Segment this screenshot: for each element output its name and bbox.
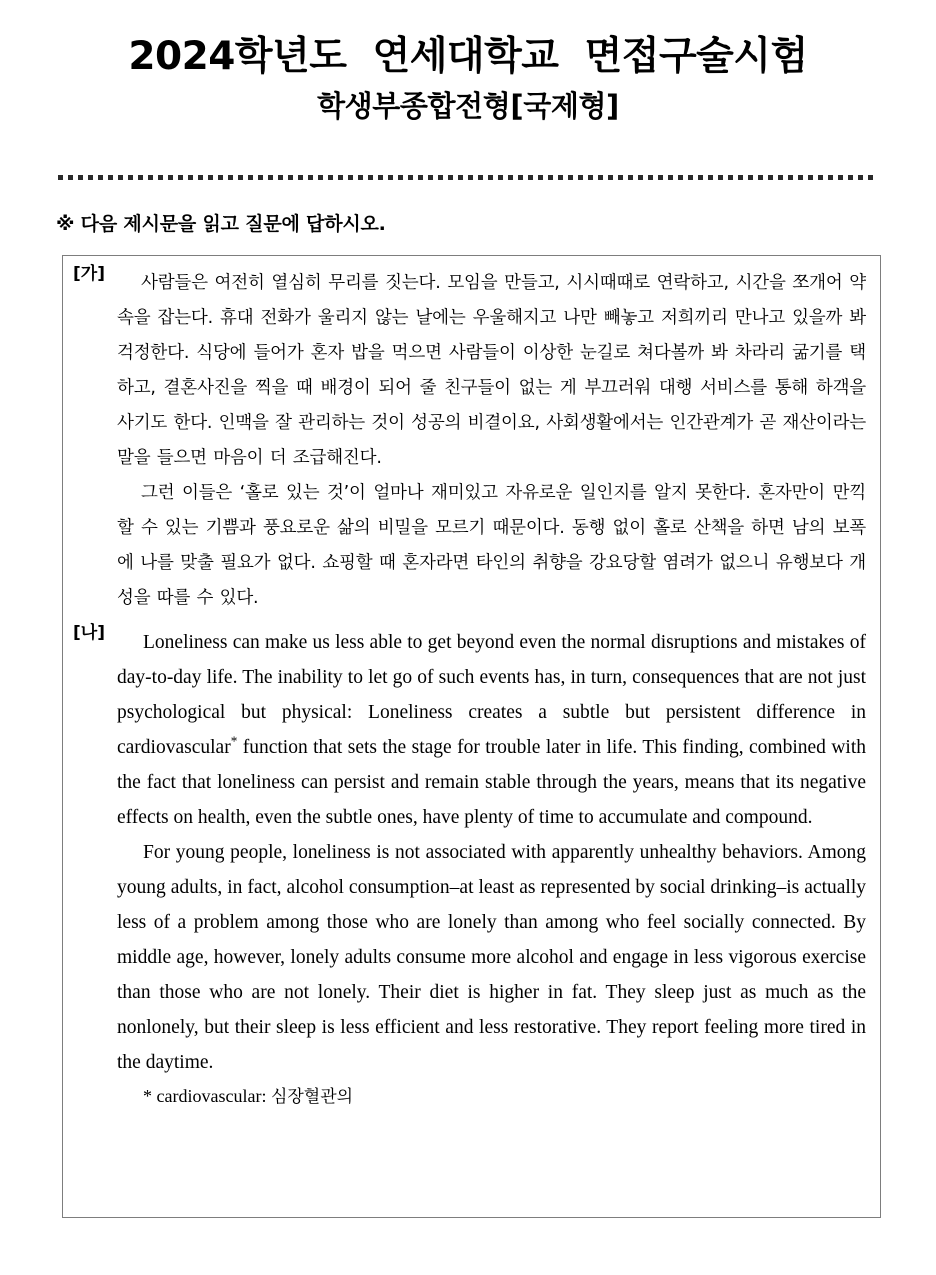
footnote-term: * cardiovascular: (143, 1086, 271, 1106)
dotted-divider (58, 175, 878, 180)
footnote-gloss: 심장혈관의 (270, 1087, 354, 1107)
passage-na (73, 625, 866, 1113)
footnote (117, 1080, 866, 1113)
passage-ga (73, 266, 866, 616)
passage-label-ga: [가] (73, 264, 105, 284)
passage-box (62, 255, 881, 1218)
page-title: 2024학년도 연세대학교 면접구술시험 (128, 34, 808, 79)
passage-body-ga (117, 266, 866, 616)
page-subtitle: 학생부종합전형[국제형] (317, 89, 619, 124)
passage-label-na: [나] (73, 623, 105, 643)
passage-na-paragraph-1: Loneliness can make us less able to get beyond even the normal disruptions and mistakes of day-to-day life. The inability to let go of such events has, in turn, consequences that are not just psychological but physical: Loneliness creates a subtle but persistent difference in cardiovascular* function that sets the stage for trouble later in life. This finding, combined with the fact that loneliness can persist and remain stable through the years, means that its negative effects on health, even the subtle ones, have plenty of time to accumulate and compound. (117, 632, 866, 828)
passage-ga-paragraph-2: 그런 이들은 ‘홀로 있는 것’이 얼마나 재미있고 자유로운 일인지를 알지 못한다. 혼자만이 만끽할 수 있는 기쁨과 풍요로운 삶의 비밀을 모르기 때문이다. 동행 없이 홀로 산책을 하면 남의 보폭에 나를 맞출 필요가 없다. 쇼핑할 때 혼자라면 타인의 취향을 강요당할 염려가 없으니 유행보다 개성을 따를 수 있다. (117, 483, 866, 608)
passage-body-na (117, 625, 866, 1113)
instruction-text: ※ 다음 제시문을 읽고 질문에 답하시오. (56, 213, 386, 235)
passage-ga-paragraph-1: 사람들은 여전히 열심히 무리를 짓는다. 모임을 만들고, 시시때때로 연락하고, 시간을 쪼개어 약속을 잡는다. 휴대 전화가 울리지 않는 날에는 우울해지고 나만 빼놓고 저희끼리 만나고 있을까 봐 걱정한다. 식당에 들어가 혼자 밥을 먹으면 사람들이 이상한 눈길로 쳐다볼까 봐 차라리 굶기를 택하고, 결혼사진을 찍을 때 배경이 되어 줄 친구들이 없는 게 부끄러워 대행 서비스를 통해 하객을 사기도 한다. 인맥을 잘 관리하는 것이 성공의 비결이요, 사회생활에서는 인간관계가 곧 재산이라는 말을 들으면 마음이 더 조급해진다. (117, 273, 866, 468)
passage-na-paragraph-2: For young people, loneliness is not associated with apparently unhealthy behaviors. Among young adults, in fact, alcohol consumption‒at least as represented by social drinking‒is actually less of a problem among those who are lonely than among who feel socially connected. By middle age, however, lonely adults consume more alcohol and engage in less vigorous exercise than those who are not lonely. Their diet is higher in fat. They sleep just as much as the nonlonely, but their sleep is less efficient and less restorative. They report feeling more tired in the daytime. (117, 842, 866, 1073)
